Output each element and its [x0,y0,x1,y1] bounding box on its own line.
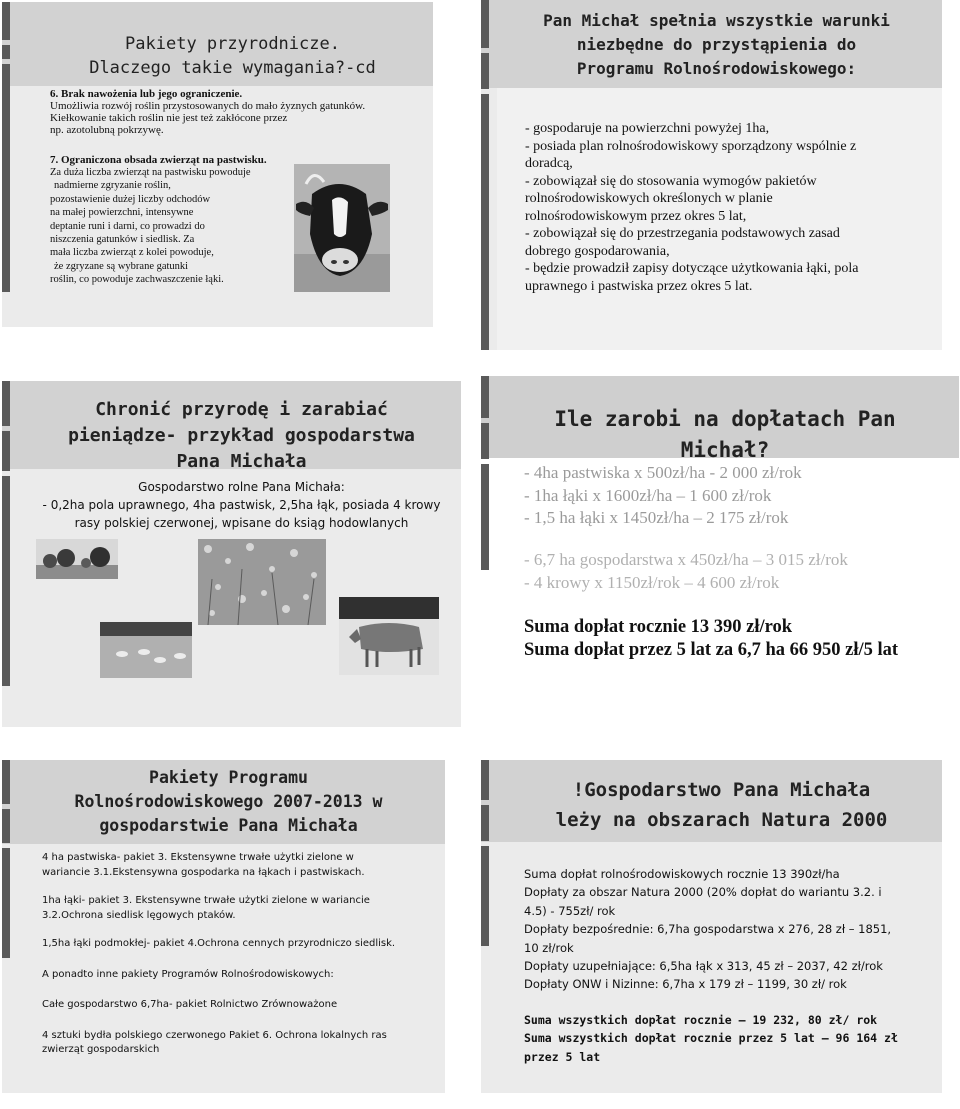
payments-sum: Suma dopłat rocznie 13 390 zł/rok Suma dopłat przez 5 lat za 6,7 ha 66 950 zł/5 lat [524,617,899,660]
package-item: 1ha łąki- pakiet 3. Ekstensywne trwałe użytki zielone w wariancie 3.2.Ochrona siedlisk lęgowych ptaków. [42,895,370,921]
slide-title: Pakiety przyrodnicze. Dlaczego takie wymagania?-cd [89,34,376,78]
slide-accent-bars [481,0,491,350]
conditions-list: - gospodaruje na powierzchni powyżej 1ha, - posiada plan rolnośrodowiskowy sporządzony wspólnie z doradcą, - zobowiązał się do stosowania wymogów pakietów rolnośrodowiskowych określonych w planie rolnośrodowiskowym przez okres 5 lat, - zobowiązał się do przestrzegania podstawowych zasad dobrego gospodarowania, - będzie prowadził zapisy dotyczące użytkowania łąki, pola uprawnego i pastwiska przez okres 5 lat. [525,121,859,294]
section-text: Umożliwia rozwój roślin przystosowanych do mało żyznych gatunków. Kiełkowanie takich roślin nie jest też zakłócone przez np. azotolubną pokrzywę. [50,100,366,136]
farm-description: Gospodarstwo rolne Pana Michała: - 0,2ha pola uprawnego, 4ha pastwisk, 2,5ha łąk, posiada 4 krowy rasy polskiej czerwonej, wpisane do ksiąg hodowlanych [42,480,441,530]
section-text: Za duża liczba zwierząt na pastwisku powoduje nadmierne zgryzanie roślin, pozostawienie dużej liczby odchodów na małej powierzchni, intensywne deptanie runi i darni, co prowadzi do niszczenia gatunków i siedlisk. Za mała liczba zwierząt z kolei powoduje, że zgryzane są wybrane gatunki roślin, co powoduje zachwaszczenie łąki. [50,167,251,286]
red-cow-photo [339,597,439,675]
package-item: A ponadto inne pakiety Programów Rolnośrodowiskowych: [42,968,334,980]
trees-photo [36,539,118,579]
slide-accent-bars [481,376,491,575]
slide-1 [2,2,433,327]
slide-4 [481,376,959,722]
section-heading: 6. Brak nawożenia lub jego ograniczenie. [50,88,243,100]
slide-6 [481,760,942,1093]
slide-3 [2,381,461,727]
package-item: 4 ha pastwiska- pakiet 3. Ekstensywne trwałe użytki zielone w wariancie 3.1.Ekstensywna gospodarka na łąkach i pastwiskach. [42,852,365,878]
slide-accent-bars [2,2,12,297]
grazing-cows-photo [100,622,192,678]
slide-title: Chronić przyrodę i zarabiać pieniądze- przykład gospodarstwa Pana Michała [68,399,415,472]
cow-photo [294,164,390,292]
packages-list [42,851,395,1058]
meadow-flowers-photo [198,539,326,625]
slide-accent-bars [2,760,12,963]
section-heading: 7. Ograniczona obsada zwierząt na pastwisku. [50,154,267,166]
slide-title: Pan Michał spełnia wszystkie warunki niezbędne do przystąpienia do Programu Rolnośrodowiskowego: [543,11,890,78]
slide-accent-bars [2,381,12,691]
slide-title: Pakiety Programu Rolnośrodowiskowego 2007-2013 w gospodarstwie Pana Michała [74,768,383,835]
package-item: 4 sztuki bydła polskiego czerwonego Pakiet 6. Ochrona lokalnych ras zwierząt gospodarskich [42,1029,387,1055]
slide-title: Ile zarobi na dopłatach Pan Michał? [554,407,896,462]
slide-5 [2,760,445,1093]
package-item: 1,5ha łąki podmokłej- pakiet 4.Ochrona cennych przyrodniczo siedlisk. [42,938,396,949]
subsidies-total: Suma wszystkich dopłat rocznie – 19 232, 80 zł/ rok Suma wszystkich dopłat rocznie przez 5 lat – 96 164 zł przez 5 lat [524,1013,898,1064]
payments-list: - 4ha pastwiska x 500zł/ha - 2 000 zł/rok - 1ha łąki x 1600zł/ha – 1 600 zł/rok - 1,5 ha łąki x 1450zł/ha – 2 175 zł/rok [524,463,802,527]
slide-title: !Gospodarstwo Pana Michała leży na obszarach Natura 2000 [555,779,888,831]
slide-accent-bars [481,760,491,951]
slide-2 [481,0,942,350]
subsidies-list: Suma dopłat rolnośrodowiskowych rocznie 13 390zł/ha Dopłaty za obszar Natura 2000 (20% dopłat do wariantu 3.2. i 4.5) - 755zł/ rok Dopłaty bezpośrednie: 6,7ha gospodarstwa x 276, 28 zł – 1851, 10 zł/rok Dopłaty uzupełniające: 6,5ha łąk x 313, 45 zł – 2037, 42 zł/rok Dopłaty ONW i Nizinne: 6,7ha x 179 zł – 1199, 30 zł/ rok [524,867,892,992]
package-item: Całe gospodarstwo 6,7ha- pakiet Rolnictwo Zrównoważone [42,999,338,1010]
payments-list-2: - 6,7 ha gospodarstwa x 450zł/ha – 3 015 zł/rok - 4 krowy x 1150zł/rok – 4 600 zł/rok [524,550,848,592]
